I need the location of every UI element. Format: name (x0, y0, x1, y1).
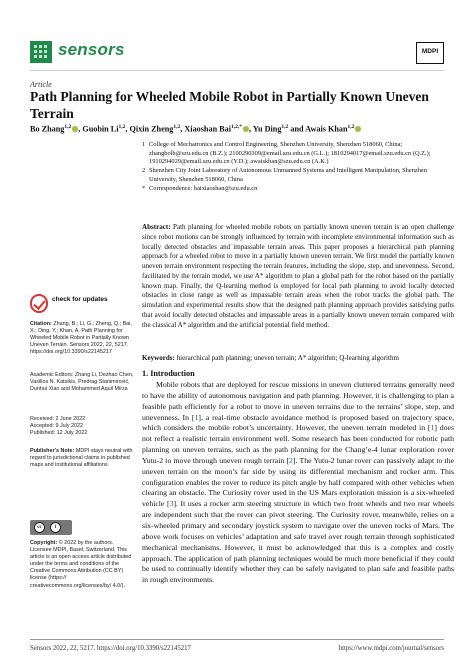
check-updates-label: check for updates (52, 296, 108, 303)
check-updates-icon (30, 294, 48, 313)
copyright-label: Copyright: (30, 540, 58, 546)
reference-link[interactable]: 3 (169, 499, 174, 509)
footer-citation[interactable]: Sensors 2022, 22, 5217. https://doi.org/10.3390/s22145217 (30, 645, 191, 652)
citation-text[interactable]: Zhang, B.; Li, G.; Zheng, Q.; Bai, X.; Ding, Y.; Khan, A. Path Planning for Wheeled Mobile Robot in Partially Known Uneven Terrain. Sensors 2022, 22, 5217. https://doi.org/10.3390/s22145217 (30, 321, 132, 356)
reference-link[interactable]: 1 (194, 412, 199, 422)
orcid-icon[interactable] (243, 126, 249, 132)
published-date: Published: 12 July 2022 (30, 430, 88, 437)
paper-title: Path Planning for Wheeled Mobile Robot in Partially Known Uneven Terrain (30, 89, 429, 121)
orcid-icon[interactable] (72, 126, 78, 132)
journal-name[interactable]: sensors (58, 40, 125, 59)
reference-link[interactable]: 2 (289, 455, 293, 465)
affiliation-item (142, 167, 454, 184)
author-list: Bo Zhang$^{1,2}$ , Guobin Li$^{1,2}$, Qixin Zheng$^{1,2}$, Xiaoshan Bai$^{1,2,*}$ , Yu Ding$^{1,2}$ and Awais Khan$^{1,2}$ (30, 124, 450, 134)
footer-journal-url[interactable]: https://www.mdpi.com/journal/sensors (338, 645, 444, 652)
affiliation-text: Correspondence: baixiaoshan@szu.edu.cn (149, 184, 258, 192)
author-sup: 1,2 (64, 124, 72, 130)
keywords-label: Keywords: (142, 354, 175, 362)
mdpi-logo[interactable] (416, 42, 444, 64)
author-name[interactable]: Awais Khan (305, 124, 348, 134)
author-name[interactable]: Bo Zhang (30, 124, 65, 134)
intro-text: ]. It uses a rocker arm steering structure in which two front wheels and two rear wheels are independent such that the rover can pivot steering. The Curiosity rover, meanwhile, relies on a six-wheeled primary and secondary joystick system to navigate over the uneven rocks of Mars. The above work focuses on vehicles’ adaptation and safe travel over rough terrain through sophisticated mechanical mechanisms. However, it must be acknowledged that this is a complex and costly approach. The application of path planning techniques would be much more beneficial if they could be used to continually identify whether they can be safely navigated to plan safe and feasible paths in rough environments. (142, 499, 454, 585)
editors-text: Zhang Li, Dezhao Chen, Vasilios N. Katsikis, Predrag Stanimirović, Dunhui Xiao and Mohammed Aquil Mirza (30, 372, 134, 393)
sensors-logo-icon (30, 41, 52, 63)
academic-editors (30, 372, 136, 393)
copyright-text[interactable]: © 2022 by the authors. Licensee MDPI, Basel, Switzerland. This article is an open access article distributed under the terms and conditions of the Creative Commons Attribution (CC BY) license (https:// creativecommons.org/licenses/by/ 4.0/). (30, 540, 132, 589)
author-sup: 1,2 (281, 124, 289, 130)
received-date: Received: 2 June 2022 (30, 416, 86, 422)
intro-text: ] does not reflect a realistic terrain environment well. Some research has been conducted for robotic path planning on uneven terrains, such as the path planning for the Chang’e-4 lunar exploration rover Yutu-2 to move through uneven rough terrain [ (142, 423, 455, 465)
author-sup: 1,2 (173, 124, 181, 130)
dates (30, 416, 136, 437)
reference-link[interactable]: 1 (430, 423, 435, 433)
affiliation-mark: 2 (142, 167, 146, 175)
keywords (142, 354, 454, 362)
mdpi-logo-text: MDPI (421, 48, 439, 55)
citation (30, 321, 136, 356)
author-sup: 1,2,* (231, 124, 243, 130)
check-for-updates-badge[interactable] (30, 294, 136, 316)
author-name[interactable]: Yu Ding (252, 124, 282, 134)
keywords-text: hierarchical path planning; uneven terrain; A* algorithm; Q-learning algorithm (176, 354, 399, 362)
editors-label: Academic Editors: (30, 372, 74, 378)
article-type: Article (30, 80, 52, 89)
affiliation-mark: * (142, 184, 146, 192)
intro-text: ], a real-time obstacle avoidance method is proposed based on trajectory space, which considers the mobile robot’s uncertainty. However, the uneven terrain modeled in [ (142, 412, 455, 433)
author-name[interactable]: Guobin Li (82, 124, 119, 134)
author-name[interactable]: Xiaoshan Bai (184, 124, 232, 134)
abstract (142, 223, 454, 330)
footer-divider (30, 639, 444, 640)
affiliation-item (142, 141, 454, 167)
orcid-icon[interactable] (355, 126, 361, 132)
accepted-date: Accepted: 9 July 2022 (30, 423, 84, 430)
citation-label: Citation: (30, 321, 52, 327)
publisher-note-text: MDPI stays neutral with regard to jurisdictional claims in published maps and institutional affiliations. (30, 448, 133, 469)
copyright (30, 540, 136, 590)
publisher-note (30, 448, 136, 469)
cc-by-license-icon[interactable] (30, 520, 72, 535)
intro-text: Mobile robots that are deployed for rescue missions in uneven cluttered terrains generally need to have the ability of autonomous navigation and path planning. However, it is challenging to plan a feasible path efficiently for a robot to move in uneven terrains due to the terrains’ slope, step, and unevenness. In [ (142, 380, 454, 422)
affiliation-mark: 1 (142, 141, 146, 148)
affiliation-text: College of Mechatronics and Control Engineering, Shenzhen University, Shenzhen 518060, China; zhangbolb@szu.edu.cn (B.Z.); 2100290309@email.szu.edu.cn (G.L.); 1810294017@email.szu.edu.cn (Q.Z.); 1910294029@email.szu.edu.cn (Y.D.); awaiskhan@szu.edu.cn (A.K.) (149, 141, 431, 166)
introduction-paragraph (142, 380, 454, 586)
affiliation-item (142, 185, 454, 194)
by-icon: i (50, 522, 61, 533)
affiliation-text: Shenzhen City Joint Laboratory of Autonomous Unmanned Systems and Intelligent Manipulation, Shenzhen University, Shenzhen 518060, China (149, 167, 427, 183)
abstract-label: Abstract: (142, 223, 171, 231)
cc-icon: cc (34, 522, 45, 533)
author-sup: 1,2 (118, 124, 126, 130)
abstract-text: Path planning for wheeled mobile robots on partially known uneven terrain is an open challenge since robot motions can be strongly influenced by terrain with incomplete environmental information such as locally detected obstacles and impassable terrain areas. This paper proposes a hierarchical path planning approach for a wheeled robot to move in a partially known uneven terrain. We first model the partially known uneven terrain environment respecting the terrain features, including the slope, step, and unevenness. Second, facilitated by the terrain model, we use A* algorithm to plan a global path for the robot based on the partially known map. Finally, the Q-learning method is employed for local path planning to avoid locally detected obstacles in close range as well as impassable terrain areas when the robot tracks the global path. The simulation and experimental results show that the designed path planning approach provides satisfying paths that avoid locally detected obstacles and impassable areas in a partially known uneven terrain compared with the classical A* algorithm and the artificial potential field method. (142, 223, 455, 329)
author-name[interactable]: Qixin Zheng (129, 124, 174, 134)
intro-text: ]. The Yutu-2 lunar rover can passively adapt to the uneven terrain on the moon’s far side by using its differential mechanism and rocker arm. This configuration enables the rover to reduce its pitch angle by half compared with other vehicles when clearing an obstacle. The Curiosity rover used in the US Mars exploration mission is a six-wheeled vehicle [ (142, 455, 455, 509)
section-heading: 1. Introduction (142, 369, 195, 378)
affiliations (142, 141, 454, 193)
header-divider (30, 70, 444, 71)
publisher-note-label: Publisher’s Note: (30, 448, 75, 454)
author-sup: 1,2 (347, 124, 355, 130)
